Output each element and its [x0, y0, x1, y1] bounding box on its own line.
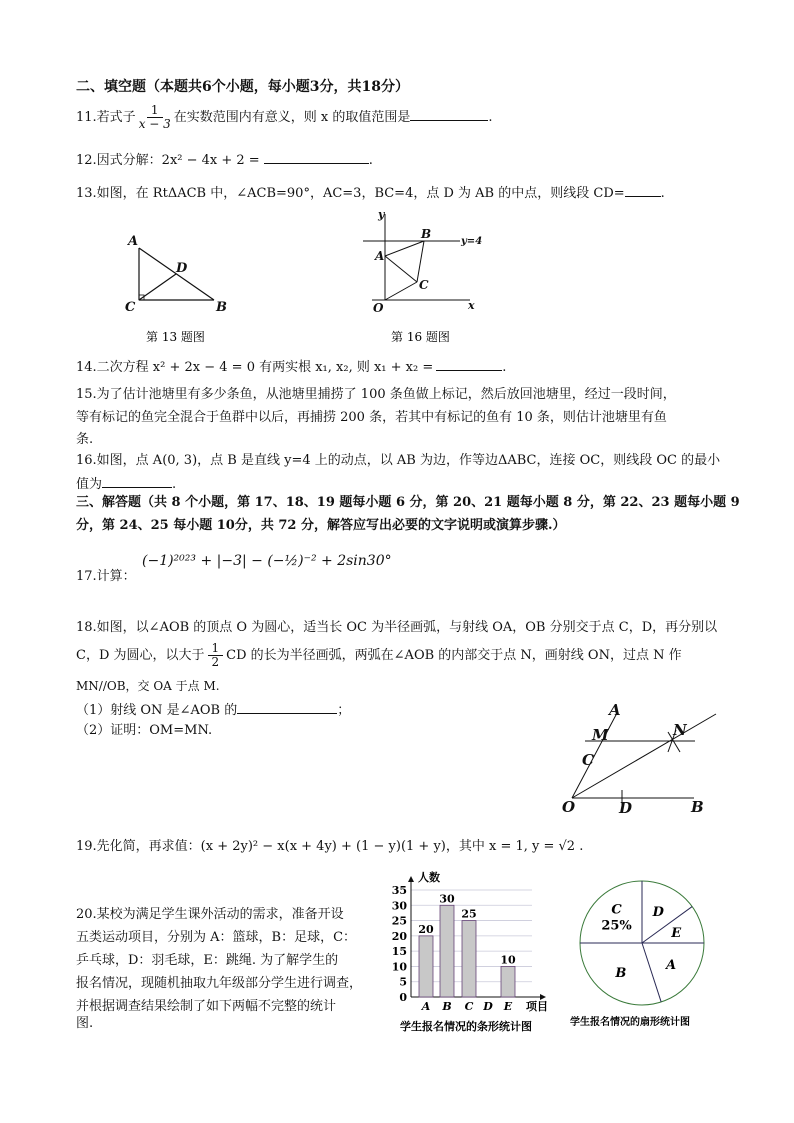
pie-chart: [570, 881, 704, 1028]
fig13-label-a: A: [128, 234, 139, 249]
fig18-label-m: M: [592, 726, 609, 744]
x-tick-label: A: [421, 1000, 431, 1013]
bar-B: [440, 905, 454, 997]
q18-text: C，D 为圆心，以大于: [76, 648, 205, 663]
q18-sub1: [76, 701, 350, 719]
pie-chart-title: 学生报名情况的扇形统计图: [570, 1017, 690, 1028]
section3-line1: 三、解答题（共 8 个小题，第 17、18、19 题每小题 6 分，第 20、21 题每小题 8 分，第 22、23 题每小题 9: [76, 495, 740, 510]
y-tick-label: 30: [391, 899, 407, 913]
q16-text: 值为: [76, 477, 103, 492]
bar-chart-title: 学生报名情况的条形统计图: [400, 1020, 532, 1033]
q20-line: 20.某校为满足学生课外活动的需求，准备开设: [76, 907, 344, 922]
q11-post: 在实数范围内有意义，则 x 的取值范围是: [173, 110, 411, 125]
data-label: 25: [461, 907, 477, 921]
question-14: [76, 358, 506, 376]
fig18-label-d: D: [619, 799, 633, 817]
fig16-line-label: y=4: [461, 236, 483, 247]
slice-label-C: C: [611, 902, 622, 918]
q15-line1: 15.为了估计池塘里有多少条鱼，从池塘里捕捞了 100 条鱼做上标记，然后放回池塘里，经过一段时间，: [76, 387, 676, 402]
q18-text: CD 的长为半径画弧，两弧在∠AOB 的内部交于点 N，画射线 ON，过点 N 作: [226, 648, 682, 663]
x-tick-label: E: [503, 1000, 513, 1013]
bar-A: [419, 936, 433, 997]
fig16-label-x: x: [468, 299, 475, 312]
q12-text: 12.因式分解：2x² − 4x + 2 =: [76, 153, 260, 168]
q18-fraction: [208, 642, 224, 669]
slice-label-D: D: [652, 904, 664, 920]
x-axis-title: 项目: [526, 1000, 548, 1013]
q11-numerator: 1: [147, 104, 163, 118]
slice-percent-C: 25%: [601, 918, 632, 934]
fig13-label-b: B: [216, 300, 227, 315]
q20-line: 报名情况，现随机抽取九年级部分学生进行调查，: [76, 976, 363, 991]
semicolon: ；: [337, 703, 351, 718]
bar-C: [462, 921, 476, 997]
q11-denominator: x − 3: [138, 117, 171, 131]
answer-blank[interactable]: [436, 358, 502, 371]
period: .: [488, 110, 493, 125]
section3-line2: 分，第 24、25 每小题 10分，共 72 分，解答应写出必要的文字说明或演算步骤.）: [76, 518, 566, 533]
q18-sub2: （2）证明：OM=MN.: [76, 723, 213, 738]
q20-line: 并根据调查结果绘制了如下两幅不完整的统计: [76, 999, 337, 1014]
y-tick-label: 5: [399, 975, 407, 989]
x-tick-label: B: [442, 1000, 452, 1013]
fig18-label-c: C: [582, 751, 594, 769]
fig13-label-d: D: [176, 261, 188, 276]
bar-chart: [392, 870, 548, 1033]
period: .: [368, 153, 373, 168]
q17-formula: (−1)²⁰²³ + |−3| − (−½)⁻² + 2sin30°: [142, 553, 392, 569]
denominator: 2: [211, 655, 220, 669]
slice-label-A: A: [666, 958, 677, 974]
y-axis-title: 人数: [418, 871, 440, 884]
numerator: 1: [208, 642, 224, 656]
y-tick-label: 0: [399, 991, 407, 1004]
answer-blank[interactable]: [102, 475, 172, 488]
period: .: [172, 477, 177, 492]
q18-line3: MN//OB，交 OA 于点 M.: [76, 679, 220, 693]
q18-line2: [76, 642, 682, 670]
q20-line: 乒乓球，D：羽毛球，E：跳绳. 为了解学生的: [76, 953, 339, 968]
fig16-caption: 第 16 题图: [391, 330, 450, 344]
fig18-label-o: O: [562, 798, 576, 816]
q14-text: 14.二次方程 x² + 2x − 4 = 0 有两实根 x₁, x₂, 则 x₁ + x₂ =: [76, 360, 434, 375]
fig16-label-a: A: [375, 249, 385, 263]
data-label: 30: [439, 892, 455, 906]
answer-blank[interactable]: [237, 701, 337, 714]
y-tick-label: 10: [391, 960, 407, 974]
section2-title: 二、填空题（本题共6个小题，每小题3分，共18分）: [76, 79, 409, 95]
fig16-label-y: y: [378, 208, 385, 221]
x-tick-label: C: [464, 1000, 474, 1013]
q15-line2: 等有标记的鱼完全混合于鱼群中以后，再捕捞 200 条，若其中有标记的鱼有 10 条，则估计池塘里有鱼: [76, 410, 667, 425]
period: .: [502, 360, 507, 375]
fig18-label-b: B: [691, 798, 704, 816]
fig16-label-c: C: [419, 278, 429, 292]
y-tick-label: 35: [391, 884, 407, 897]
q20-line: 五类运动项目，分别为 A：篮球，B：足球，C：: [76, 930, 357, 945]
q16-line2: [76, 475, 176, 493]
data-label: 10: [500, 953, 516, 967]
q17-label: 17.计算：: [76, 569, 136, 584]
data-label: 20: [418, 922, 434, 936]
fig16-label-b: B: [421, 227, 432, 241]
fig16-label-o: O: [373, 301, 384, 315]
bar-E: [501, 966, 515, 997]
q20-line: 图.: [76, 1016, 94, 1031]
y-tick-label: 20: [391, 929, 407, 943]
y-tick-label: 25: [391, 914, 407, 928]
q15-line3: 条.: [76, 432, 94, 447]
q18-sub1-text: （1）射线 ON 是∠AOB 的: [76, 703, 238, 718]
x-tick-label: D: [483, 1000, 493, 1013]
question-19: 19.先化简，再求值：(x + 2y)² − x(x + 4y) + (1 − y)(1 + y)，其中 x = 1, y = √2 .: [76, 839, 584, 854]
y-axis-arrow: [408, 876, 414, 882]
fig18-label-a: A: [609, 701, 621, 719]
q11-pre: 11.若式子: [76, 110, 136, 125]
slice-label-E: E: [671, 925, 682, 941]
slice-label-B: B: [615, 966, 627, 982]
q16-line1: 16.如图，点 A(0, 3)，点 B 是直线 y=4 上的动点，以 AB 为边，作等边ΔABC，连接 OC，则线段 OC 的最小: [76, 453, 721, 468]
fig13-caption: 第 13 题图: [146, 330, 205, 344]
fig13-label-c: C: [125, 300, 136, 315]
q13-text: 13.如图，在 RtΔACB 中，∠ACB=90°，AC=3，BC=4，点 D 为 AB 的中点，则线段 CD=: [76, 186, 625, 201]
q18-line1: 18.如图，以∠AOB 的顶点 O 为圆心，适当长 OC 为半径画弧，与射线 OA，OB 分别交于点 C，D，再分别以: [76, 620, 718, 635]
period: .: [660, 186, 665, 201]
fig18-label-n: N: [673, 721, 687, 739]
y-tick-label: 15: [391, 945, 407, 959]
